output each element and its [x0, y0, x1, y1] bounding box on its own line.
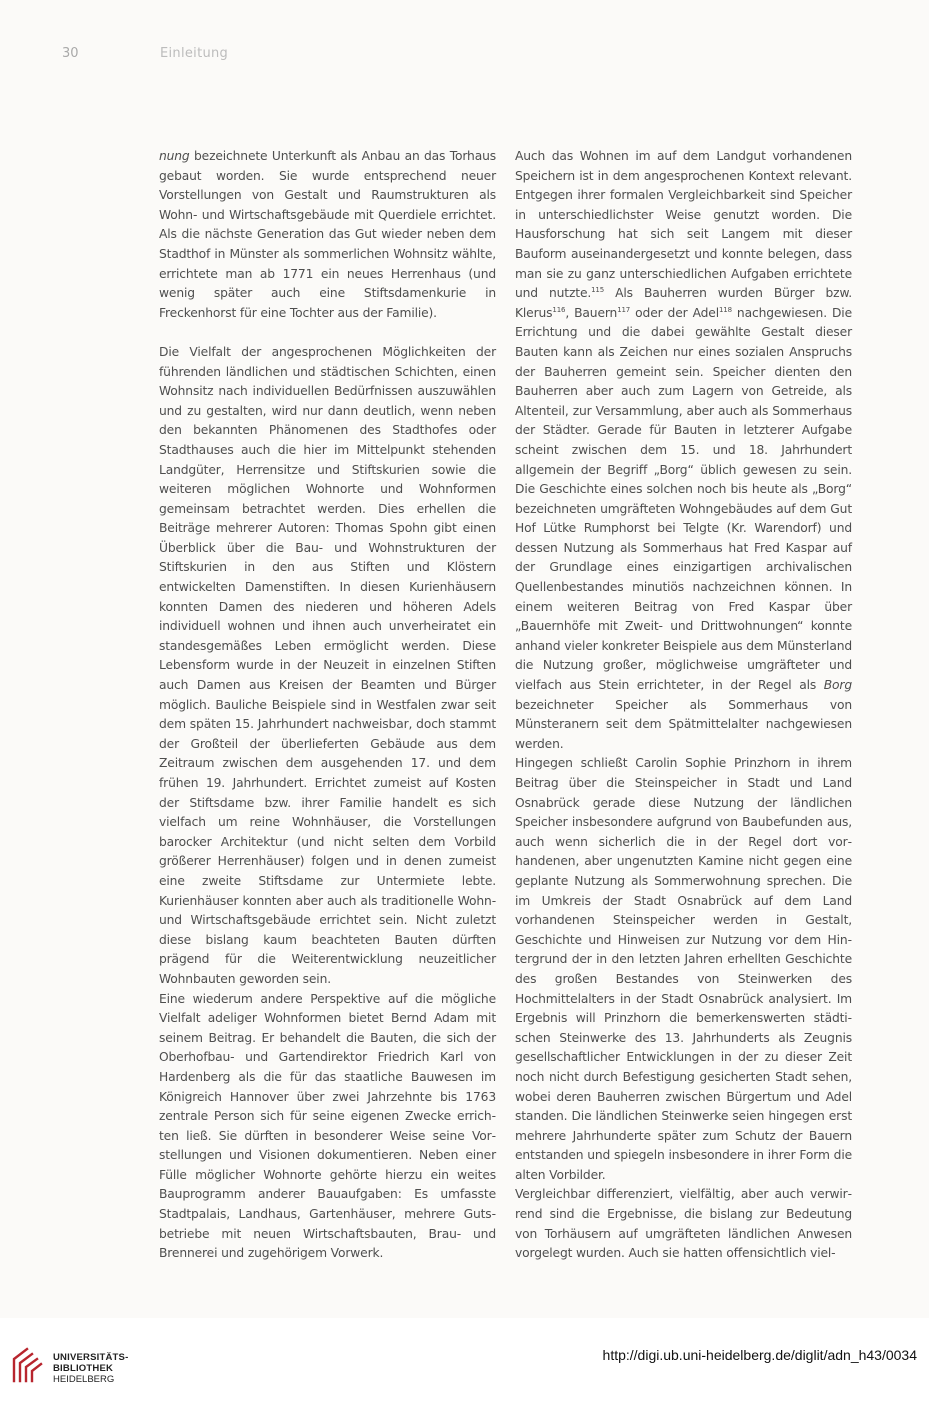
library-logo-icon [10, 1345, 44, 1385]
library-name-line: BIBLIOTHEK [53, 1363, 114, 1374]
footnote-ref: 116 [552, 305, 566, 314]
italic-term: nung [159, 149, 190, 163]
paragraph: Hingegen schließt Carolin Sophie Prinzhorn in ihrem Beitrag über die Steinspeicher in Stadt und Land Osnabrück gerade diese Nutzung der ländlichen Speicher insbesondere aufgrund von Baubefunden aus, auch wenn sicherlich die in der Regel dort vorhandenen, aber ungenutzten Kamine nicht gegen eine geplante Nutzung als Sommerwohnung sprechen. Die im Umkreis der Stadt Osnabrück auf dem Land vorhandenen Steinspeicher werden in Gestalt, Geschichte und Hinweisen zur Nutzung vor dem Hintergrund der in den letzten Jahren erhellten Geschichte des großen Bestandes von Steinwerken des Hochmittelalters in der Stadt Osnabrück analysiert. Im Ergebnis will Prinzhorn die bemerkenswerten städtischen Steinwerke des 13. Jahrhunderts als Zeugnis gesellschaftlicher Entwicklungen in der zu dieser Zeit noch nicht durch Befestigung gesicherten Stadt sehen, wobei deren Bauherren zwischen Bürgertum und Adel standen. Die ländlichen Steinwerke seien hingegen erst mehrere Jahrhunderte später zum Schutz der Bauern entstanden und spiegeln insbesondere in ihrer Form die alten Vorbilder. [515, 756, 852, 1182]
paragraph: Vergleichbar differenziert, vielfältig, aber auch verwirrend sind die Ergebnisse, die bislang zur Bedeutung von Torhäusern auf umgräfteten ländlichen Anwesen vorgelegt wurden. Auch sie hatten offensichtlich viel- [515, 1187, 852, 1261]
paragraph-text: bezeichnete Unterkunft als Anbau an das Torhaus gebaut worden. Sie wurde entsprechend neuer Vorstellungen von Gestalt und Raumstrukturen als Wohn- und Wirtschaftsgebäude mit Querdiele errichtet. Als die nächste Generation das Gut wieder neben dem Stadthof in Münster als sommerlichen Wohnsitz wählte, errichtete man ab 1771 ein neues Herrenhaus (und wenig später auch eine Stiftsdamenkurie in Freckenhorst für eine Tochter aus der Familie). [159, 149, 496, 320]
paragraph-text: nachgewiesen. Die Errichtung und die dabei gewählte Gestalt dieser Bauten kann als Zeichen nur eines sozialen Anspruchs der Bauherren gemeint sein. Speicher dienten den Bauherren aber auch zum Lagern von Getreide, als Altenteil, zur Versammlung, aber auch als Sommerhaus der Städter. Gerade für Bauten in letzterer Aufgabe scheint zwischen dem 15. und 18. Jahrhundert allgemein der Begriff „Borg“ üblich gewesen zu sein. Die Geschichte eines solchen noch bis heute als „Borg“ bezeichneten umgräfteten Wohngebäudes auf dem Gut Hof Lütke Rumphorst bei Telgte (Kr. Warendorf) und dessen Nutzung als Sommerhaus hat Fred Kaspar auf der Grundlage eines einzigartigen archivalischen Quellenbestandes minutiös nachzeichnen können. In einem weiteren Beitrag von Fred Kaspar über „Bauernhöfe mit Zweit- und Drittwohnungen“ konnte anhand vieler konkreter Beispiele aus dem Münsterland die Nutzung großer, möglichweise umgräfteter und vielfach aus Stein errichteter, in der Regel als [515, 305, 852, 693]
library-name-line: UNIVERSITÄTS- [53, 1352, 129, 1363]
paragraph [515, 147, 852, 754]
library-name [53, 1352, 128, 1385]
paragraph-text: Als Bauherren wurden Bürger bzw. Klerus [515, 286, 852, 320]
library-name-line: HEIDELBERG [53, 1374, 115, 1385]
library-footer [0, 1318, 929, 1403]
paragraph: Die Vielfalt der angesprochenen Möglichkeiten der führenden ländlichen und städtischen Schichten, einen Wohnsitz nach individuellen Bedürfnissen auszuwählen und zu gestalten, wird nur dann deutlich, wenn neben den bekannten Phänomenen des Stadthofes oder Stadthauses auch die hier im Mittelpunkt stehenden Landgüter, Herrensitze und Stiftskurien sowie die weiteren möglichen Wohnorte und Wohnformen gemeinsam betrachtet werden. Dies erhellen die Beiträge mehrerer Autoren: Thomas Spohn gibt einen Überblick über die Bau- und Wohnstrukturen der Stiftskurien in den aus Stiften und Klöstern entwickelten Damenstiften. In diesen Kurienhäusern konnten Damen des niederen und höheren Adels individuell wohnen und ihnen auch unverheiratet ein standesgemäßes Leben ermöglicht werden. Diese Lebensform wurde in der Neuzeit in einzelnen Stiften auch Damen aus Kreisen der Beamten und Bürger möglich. Bauliche Beispiele sind in Westfalen zwar seit dem späten 15. Jahrhundert nachweisbar, doch stammt der Großteil der überlieferten Gebäude aus dem Zeitraum zwischen dem ausgehenden 17. und dem frühen 19. Jahrhundert. Errichtet zumeist auf Kosten der Stiftsdame bzw. ihrer Familie handelt es sich vielfach um reine Wohnhäuser, die Vorstellungen barocker Architektur (und nicht selten dem Vorbild größerer Herrenhäuser) folgen und in denen zumeist eine zweite Stiftsdame zur Untermiete lebte. Kurienhäuser konnten aber auch als traditionelle Wohn- und Wirtschaftsgebäude errichtet sein. Nicht zuletzt diese bislang kaum beachteten Bauten dürften prägend für die Weiterentwicklung neuzeitlicher Wohnbauten geworden sein. [159, 344, 496, 986]
permalink-url[interactable]: http://digi.ub.uni-heidelberg.de/diglit/adn_h43/0034 [602, 1347, 917, 1363]
paragraph-text: bezeichneter Speicher als Sommerhaus von Münsteranern seit dem Spätmittelalter nachgewiesen werden. [515, 697, 852, 751]
page-number: 30 [62, 46, 79, 61]
paragraph [159, 147, 496, 323]
paragraph-text: , Bauern [565, 305, 618, 320]
right-column [515, 147, 852, 1264]
left-column [159, 147, 496, 1264]
footnote-ref: 115 [591, 286, 605, 295]
paragraph-text: oder der Adel [630, 305, 719, 320]
footnote-ref: 117 [617, 305, 631, 314]
footnote-ref: 118 [718, 305, 732, 314]
running-head: Einleitung [160, 46, 229, 61]
paragraph-text: Auch das Wohnen im auf dem Landgut vorhandenen Speichern ist in dem angesprochenen Kontext relevant. Entgegen ihrer formalen Vergleichbarkeit sind Speicher in unterschiedlichster Weise genutzt worden. Die Hausforschung hat sich seit Langem mit dieser Bauform auseinandergesetzt und konnte belegen, dass man sie zu ganz unterschiedlichen Aufgaben errichtete und nutzte. [515, 149, 852, 301]
paragraph: Eine wiederum andere Perspektive auf die mögliche Vielfalt adeliger Wohnformen bietet Bernd Adam mit seinem Beitrag. Er behandelt die Bauten, die sich der Oberhofbau- und Gartendirektor Friedrich Karl von Hardenberg als die für das staatliche Bauwesen im Königreich Hannover über zwei Jahrzehnte bis 1763 zentrale Person sich für seine eigenen Zwecke errichten ließ. Sie dürften in besonderer Weise seine Vorstellungen und Visionen dokumentieren. Neben einer Fülle möglicher Wohnorte gehörte hierzu ein weites Bauprogramm anderer Bauaufgaben: Es umfasste Stadtpalais, Landhaus, Gartenhäuser, mehrere Gutsbetriebe mit neuen Wirtschaftsbauten, Brau- und Brennerei und zugehörigem Vorwerk. [159, 991, 496, 1261]
italic-term: Borg [823, 678, 852, 693]
